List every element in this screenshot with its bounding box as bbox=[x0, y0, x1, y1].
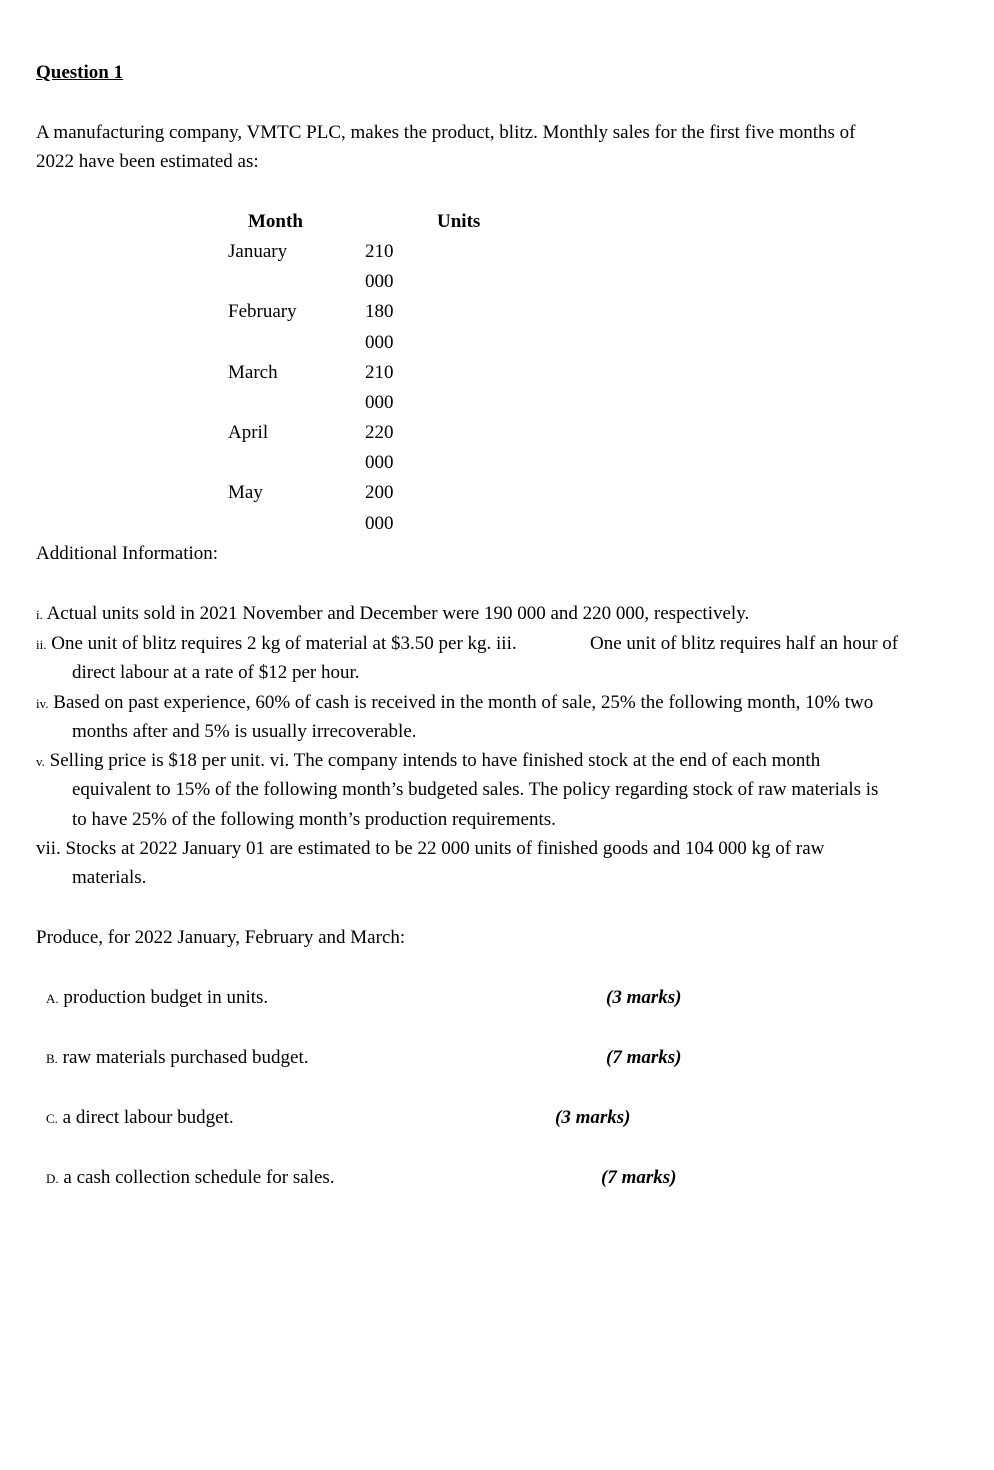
list-marker: v. bbox=[36, 754, 45, 769]
task-d bbox=[46, 1167, 335, 1190]
table-row-units-cont: 000 bbox=[365, 332, 394, 353]
task-text: a cash collection schedule for sales. bbox=[63, 1167, 335, 1188]
table-row-units: 200 bbox=[365, 482, 394, 503]
task-marks: (7 marks) bbox=[601, 1167, 677, 1188]
task-marker: C. bbox=[46, 1111, 58, 1126]
additional-info-heading: Additional Information: bbox=[36, 543, 219, 564]
table-row-units: 210 bbox=[365, 241, 394, 262]
task-marks: (7 marks) bbox=[606, 1047, 682, 1068]
task-marks: (3 marks) bbox=[606, 987, 682, 1008]
table-row-units-cont: 000 bbox=[365, 392, 394, 413]
list-marker: i. bbox=[36, 607, 43, 622]
table-header-month: Month bbox=[248, 211, 303, 232]
info-item-vii-cont: materials. bbox=[72, 867, 147, 888]
list-marker: ii. bbox=[36, 637, 47, 652]
table-row-month: May bbox=[228, 482, 263, 503]
info-item-vi-cont-1: equivalent to 15% of the following month’s budgeted sales. The policy regarding stock of raw materials is bbox=[72, 779, 879, 800]
info-item-iii: One unit of blitz requires half an hour of bbox=[590, 633, 899, 654]
info-item-iv-cont: months after and 5% is usually irrecoverable. bbox=[72, 721, 417, 742]
table-row-units: 180 bbox=[365, 301, 394, 322]
info-text: Based on past experience, 60% of cash is received in the month of sale, 25% the following month, 10% two bbox=[53, 692, 874, 713]
table-row-units-cont: 000 bbox=[365, 513, 394, 534]
task-marker: D. bbox=[46, 1171, 59, 1186]
task-marker: A. bbox=[46, 991, 59, 1006]
task-c bbox=[46, 1107, 234, 1130]
info-item-i bbox=[36, 603, 749, 626]
task-text: a direct labour budget. bbox=[62, 1107, 234, 1128]
question-title: Question 1 bbox=[36, 62, 124, 83]
intro-line-2: 2022 have been estimated as: bbox=[36, 151, 259, 172]
table-row-units-cont: 000 bbox=[365, 452, 394, 473]
table-row-month: February bbox=[228, 301, 297, 322]
table-row-month: April bbox=[228, 422, 269, 443]
info-text: One unit of blitz requires 2 kg of material at $3.50 per kg. iii. bbox=[51, 633, 517, 654]
task-text: raw materials purchased budget. bbox=[62, 1047, 309, 1068]
info-item-iii-cont: direct labour at a rate of $12 per hour. bbox=[72, 662, 360, 683]
info-item-v bbox=[36, 750, 820, 773]
table-header-units: Units bbox=[437, 211, 481, 232]
table-row-units: 220 bbox=[365, 422, 394, 443]
table-row-month: January bbox=[228, 241, 288, 262]
produce-heading: Produce, for 2022 January, February and March: bbox=[36, 927, 406, 948]
info-item-vi-cont-2: to have 25% of the following month’s production requirements. bbox=[72, 809, 556, 830]
list-marker: iv. bbox=[36, 696, 49, 711]
task-b bbox=[46, 1047, 309, 1070]
task-text: production budget in units. bbox=[63, 987, 269, 1008]
info-item-vii: vii. Stocks at 2022 January 01 are estimated to be 22 000 units of finished goods and 104 000 kg of raw bbox=[36, 838, 825, 859]
table-row-units: 210 bbox=[365, 362, 394, 383]
table-row-units-cont: 000 bbox=[365, 271, 394, 292]
info-text: Actual units sold in 2021 November and December were 190 000 and 220 000, respectively. bbox=[46, 603, 750, 624]
info-text: Selling price is $18 per unit. vi. The company intends to have finished stock at the end of each month bbox=[49, 750, 821, 771]
task-marker: B. bbox=[46, 1051, 58, 1066]
info-item-ii bbox=[36, 633, 517, 656]
task-marks: (3 marks) bbox=[555, 1107, 631, 1128]
info-item-iv bbox=[36, 692, 873, 715]
task-a bbox=[46, 987, 268, 1010]
intro-line-1: A manufacturing company, VMTC PLC, makes the product, blitz. Monthly sales for the first five months of bbox=[36, 122, 856, 143]
table-row-month: March bbox=[228, 362, 278, 383]
